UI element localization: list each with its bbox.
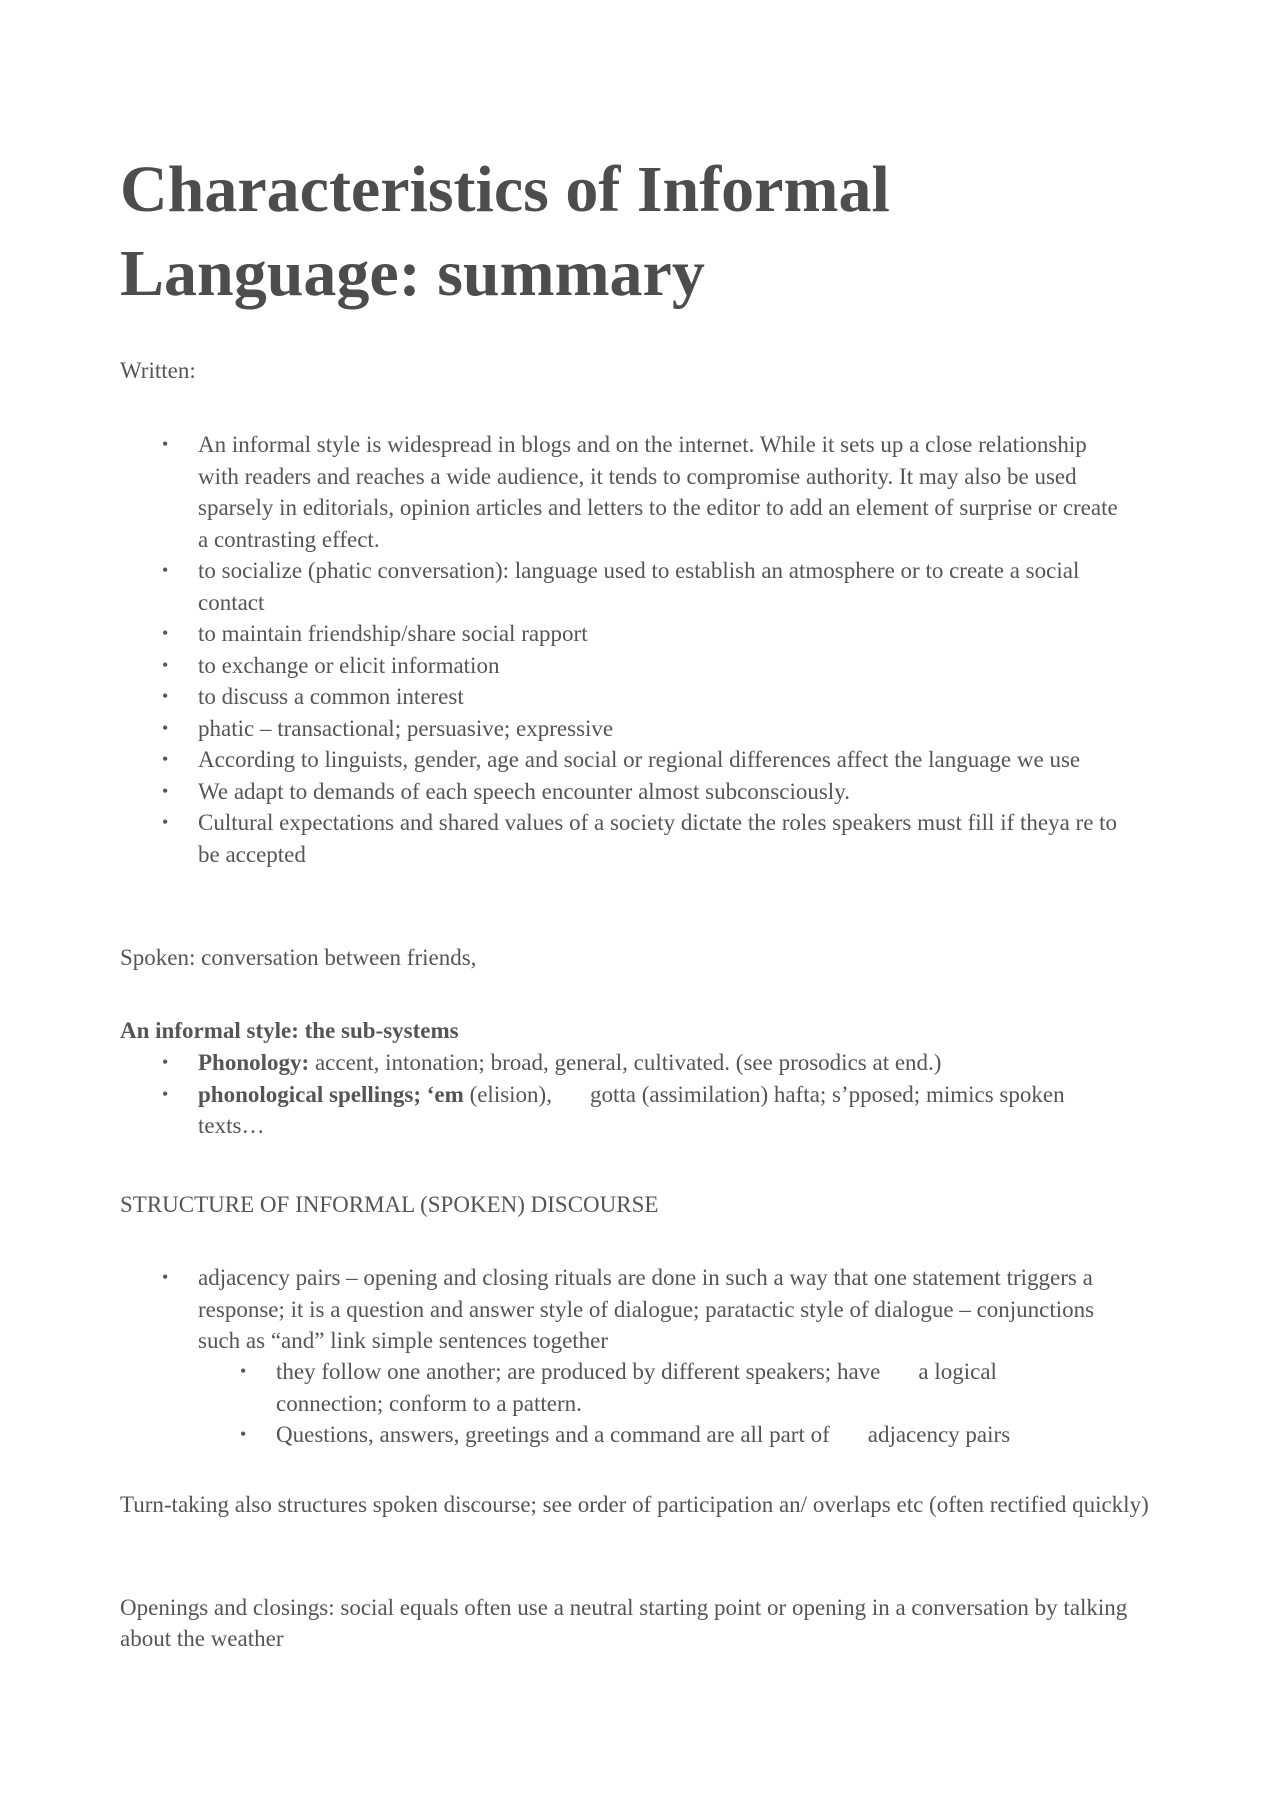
turn-taking-paragraph: Turn-taking also structures spoken discourse; see order of participation an/ overlaps etc (often rectified quickly) — [120, 1492, 1149, 1517]
sub-item-1b: a logical connection; conform to a pattern. — [276, 1359, 997, 1416]
adjacency-sub-list — [276, 1356, 1086, 1451]
list-item-spellings — [198, 1079, 1118, 1142]
subsystems-list — [198, 1047, 1118, 1142]
title-line-1: Characteristics of Informal — [120, 153, 890, 226]
list-item-adjacency: • adjacency pairs – opening and closing rituals are done in such a way that one statement triggers a response; it is a question and answer style of dialogue; paratactic style of dialogue – conjunctions such as “and” link simple sentences together — [198, 1262, 1118, 1357]
spellings-text-b: gotta (assimilation) hafta; s’pposed; mimics spoken texts… — [198, 1081, 1065, 1138]
spellings-label: phonological spellings; ‘em — [198, 1081, 464, 1107]
spellings-text-a: (elision), — [463, 1081, 552, 1107]
sub-item-2b: adjacency pairs — [867, 1422, 1011, 1447]
list-item: • to exchange or elicit information — [198, 650, 1118, 682]
structure-heading: STRUCTURE OF INFORMAL (SPOKEN) DISCOURSE — [120, 1192, 659, 1217]
list-item: • We adapt to demands of each speech encounter almost subconsciously. — [198, 776, 1118, 808]
sub-list-item — [276, 1356, 1086, 1419]
list-item: • to socialize (phatic conversation): language used to establish an atmosphere or to create a social contact — [198, 555, 1118, 618]
page-title — [120, 148, 1120, 316]
spoken-line: Spoken: conversation between friends, — [120, 945, 477, 970]
phonology-label: Phonology: — [198, 1050, 310, 1075]
written-list — [198, 429, 1118, 870]
written-label: Written: — [120, 358, 196, 383]
sub-item-2a: Questions, answers, greetings and a command are all part of — [276, 1422, 830, 1447]
list-item: • An informal style is widespread in blogs and on the internet. While it sets up a close relationship with readers and reaches a wide audience, it tends to compromise authority. It may also be used sparsely in editorials, opinion articles and letters to the editor to add an element of surprise or create a contrasting effect. — [198, 429, 1118, 555]
list-item: • phatic – transactional; persuasive; expressive — [198, 713, 1118, 745]
list-item: • Cultural expectations and shared values of a society dictate the roles speakers must fill if theya re to be accepted — [198, 807, 1118, 870]
list-item: • to maintain friendship/share social rapport — [198, 618, 1118, 650]
list-item: • to discuss a common interest — [198, 681, 1118, 713]
list-item-phonology — [198, 1047, 1118, 1079]
sub-item-1a: they follow one another; are produced by different speakers; have — [276, 1359, 881, 1384]
structure-list — [198, 1262, 1118, 1357]
list-item: • According to linguists, gender, age and social or regional differences affect the language we use — [198, 744, 1118, 776]
sub-list-item — [276, 1419, 1086, 1451]
openings-paragraph: Openings and closings: social equals often use a neutral starting point or opening in a conversation by talking about the weather — [120, 1595, 1128, 1651]
phonology-text: accent, intonation; broad, general, cultivated. (see prosodics at end.) — [309, 1050, 942, 1075]
title-line-2: Language: summary — [120, 237, 705, 310]
subsystems-heading: An informal style: the sub-systems — [120, 1018, 459, 1043]
